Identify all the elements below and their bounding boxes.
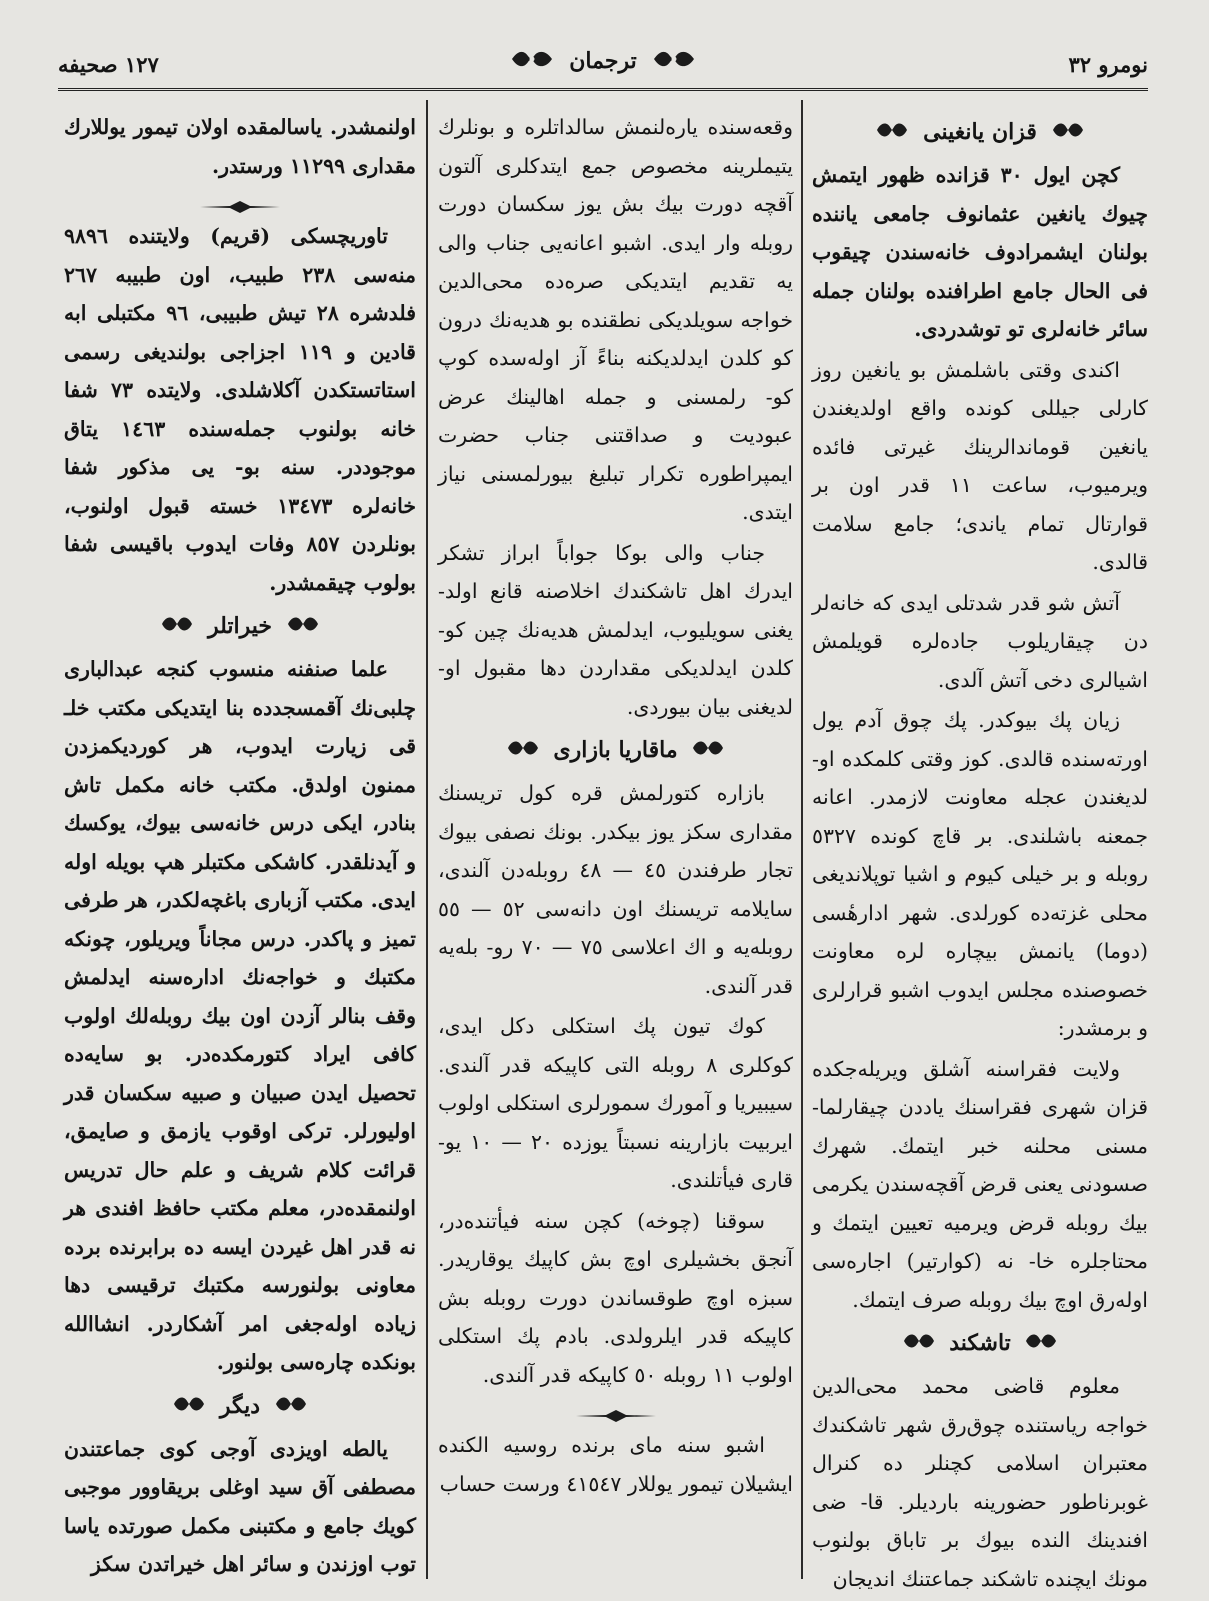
page-number: ١٢٧ صحيفه xyxy=(58,52,159,77)
section-heading xyxy=(438,728,793,772)
section-divider xyxy=(438,1396,793,1426)
page-header xyxy=(58,42,1148,92)
section-title: قزان یانغینی xyxy=(923,119,1037,145)
article-paragraph: اولنمشدر. یاسالمقده اولان تیمور یوللارك مقداری ١١٢٩٩ ورستدر. xyxy=(64,115,416,178)
ornament-icon xyxy=(1051,111,1085,155)
article-paragraph: زیان پك بیوکدر. پك چوق آدم یول اورته‌سنده قالدی. کوز وقتی کلمکده او- لدیغندن عجله معاونت لازمدر. اعانه جمعنه باشلندی. بر قاچ کونده ٥٣٢٧ روبله و بر خیلی کیوم و اشیا توپلاندیغی محلی غزته‌ده کورلدی. شهر ادارهٔسی (دوما) یانمش بیچاره لره معاونت خصوصنده مجلس ایدوب اشبو قرارلری و برمشدر: xyxy=(812,708,1148,1040)
ornament-icon xyxy=(160,605,194,649)
article-paragraph: کچن ایول ٣٠ قزانده ظهور ایتمش چیوك یانغین عثمانوف جامعی یاننده بولنان ایشمرادوف خانه‌سندن چیقوب فی الحال جامع اطرافنده بولنان جمله سائر خانه‌لری تو توشدردی. xyxy=(812,163,1148,341)
ornament-icon xyxy=(510,48,554,76)
article-paragraph: معلوم قاضی محمد محی‌الدین خواجه ریاستنده چوق‌رق شهر تاشکندك معتبران اسلامی کچنلر ده کنرال غوبرناطور حضورینه باردیلر. قا- ضی افندینك النده بیوك بر تاباق بولنوب مونك ایچنده تاشکند جماعتنك اندیجان xyxy=(812,1374,1148,1591)
section-title: تاشکند xyxy=(949,1330,1011,1356)
section-heading xyxy=(812,110,1148,154)
left-column xyxy=(64,108,417,1576)
section-title: دیگر xyxy=(219,1392,261,1419)
ornament-icon xyxy=(902,1322,936,1366)
ornament-icon xyxy=(286,605,320,649)
ornament-icon xyxy=(875,111,909,155)
column-divider xyxy=(801,100,803,1579)
ornament-icon xyxy=(1024,1322,1058,1366)
ornament-icon xyxy=(652,48,696,76)
article-paragraph: علما صنفنه منسوب کنجه عبدالباری چلبی‌نك آقمسجدده بنا ایتدیکی مکتب خلـ قی زیارت ایدوب، هر کوردیکمزدن ممنون اولدق. مکتب خانه مکمل تاش بنادر، ایکی درس خانه‌سی بیوك، یوکسك و آیدنلقدر. کاشکی مکتبلر هپ بویله اوله ایدی. مکتب آزباری باغچه‌لکدر، هر طرفی تمیز و پاکدر. درس مجاناً ویریلور، چونکه مکتبك و خواجه‌نك اداره‌سنه ایدلمش وقف بنالر آزدن اون بیك روبله‌لك اولوب کافی ایراد کتورمکده‌در. بو سایه‌ده تحصیل ایدن صبیان و صبیه سکسان قدر اولیورلر. ترکی اوقوب یازمق و صایمق، قرائت کلام شریف و علم حال تدریس اولنمقده‌در، معلم مکتب حافظ افندی هر نه قدر اهل غیردن ایسه ده برابرنده برده معاونی بولنورسه مکتبك ترقیسی دها زیاده اوله‌جغی امر آشکاردر. انشاالله بونکده چاره‌سی بولنور. xyxy=(64,657,416,1374)
ornament-icon xyxy=(691,729,725,773)
section-heading xyxy=(64,604,416,648)
masthead xyxy=(58,48,1148,76)
article-paragraph: وقعه‌سنده یاره‌لنمش سالداتلره و بونلرك یتیملرینه مخصوص جمع ایتدکلری آلتون آقچه دورت بیك بش یوز سکسان دورت روبله وار ایدی. اشبو اعانه‌یی جناب والی یه تقدیم ایتدیکی صره‌ده محی‌الدین خواجه سویلدیکی نطقنده بو هدیه‌نك درون کو کلدن ایدلدیکنه بناءً آز اوله‌سده کوپ کو- رلمسنی و جمله اهالینك عرض عبودیت و صداقتنی جناب حضرت ایمپراطوره تکرار تبلیغ بیورلمسنی نیاز ایتدی. xyxy=(438,115,793,524)
article-paragraph: تاوریچسکی (قریم) ولایتنده ٩٨٩٦ منه‌سی ٢٣٨ طبیب، اون طبیبه ٢٦٧ فلدشره ٢٨ تیش طبیبی، ٩٦ مکتبلی ابه قادین و ١١٩ اجزاجی بولندیغی رسمی استاتستکدن آکلاشلدی. ولایتده ٧٣ شفا خانه بولنوب جمله‌سنده ١٤٦٣ یتاق موجوددر. سنه بو- یی مذکور شفا خانه‌لره ١٣٤٧٣ خسته قبول اولنوب، بونلردن ٨٥٧ وفات ایدوب باقیسی شفا بولوب چیقمشدر. xyxy=(64,224,417,595)
right-column xyxy=(812,108,1148,1591)
article-paragraph: اکندی وقتی باشلمش بو یانغین روز کارلی جیللی کونده واقع اولدیغندن یانغین قوماندالرینك غیرتی فائده ویرمیوب، ساعت ١١ قدر اون بر قوارتال تمام یاندی؛ جامع سلامت قالدی. xyxy=(812,357,1148,574)
ornament-icon xyxy=(172,1385,206,1429)
article-paragraph: ولایت فقراسنه آشلق ویریله‌جکده قزان شهری فقراسنك یاددن چیقارلما- مسنی محلنه خبر ایتمك. شهرك صسودنی یعنی قرض آقچه‌سندن یکرمی بیك روبله قرض ویرمیه تعیین ایتمك و محتاجلره خا- نه (کوارتیر) اجاره‌سی اوله‌رق اوچ بیك روبله صرف ایتمك. xyxy=(812,1056,1148,1312)
article-paragraph: یالطه اویزدی آوجی کوی جماعتندن مصطفی آق سید اوغلی بریقاوور موجبی کویك جامع و مکتبنی مکمل صورتده یاسا توب اوزندن و سائر اهل خیراتدن سکز xyxy=(64,1436,416,1576)
article-paragraph: بازاره کتورلمش قره کول تریسنك مقداری سکز یوز بیکدر. بونك نصفی بیوك تجار طرفندن ٤٥ — ٤٨ روبله‌دن آلندی، سایلامه تریسنك اون دانه‌سی ٥٢ — ٥٥ روبله‌یه و اك اعلاسی ٧٥ — ٧٠ رو- بله‌یه قدر آلندی. xyxy=(438,781,793,998)
article-paragraph: جناب والی بوکا جواباً ابراز تشکر ایدرك اهل تاشکندك اخلاصنه قانع اولد- یغنی سویلیوب، ایدلمش هدیه‌نك چین کو- کلدن ایدلدیکی مقداردن دها مقبول او- لدیغنی بیان بیوردی. xyxy=(438,540,793,719)
column-divider xyxy=(426,100,428,1579)
newspaper-title: ترجمان xyxy=(569,48,637,74)
article-paragraph: اشبو سنه مای برنده روسیه الکنده ایشیلان تیمور یوللار ٤١٥٤٧ ورست حساب xyxy=(438,1433,793,1496)
article-paragraph: سوقنا (چوخه) کچن سنه فیأتنده‌در، آنجق بخشیلری اوچ بش کاپیك یوقاریدر. سبزه اوچ طوقساندن دورت روبله بش کاپیکه قدر ایلرولدی. بادم پك استکلی اولوب ١١ روبله ٥٠ کاپیکه قدر آلندی. xyxy=(438,1208,793,1387)
section-divider xyxy=(64,187,416,217)
header-rule xyxy=(58,88,1148,91)
section-title: خیراتلر xyxy=(207,613,273,639)
article-paragraph: کوك تیون پك استکلی دکل ایدی، کوکلری ٨ روبله التی کاپیکه قدر آلندی. سیبیریا و آمورك سمورلری استکلی اولوب ایربیت بازارینه نسبتاً یوزده ٢٠ — ١٠ یو- قاری فیأتلندی. xyxy=(438,1014,793,1192)
ornament-icon xyxy=(274,1385,308,1429)
article-paragraph: آتش شو قدر شدتلی ایدی که خانه‌لر دن چیقاریلوب جاده‌لره قویلمش اشیالری دخی آتش آلدی. xyxy=(812,590,1148,692)
section-heading xyxy=(812,1321,1148,1365)
middle-column xyxy=(438,108,793,1573)
issue-number: نومرو ٣٢ xyxy=(1068,52,1148,77)
section-heading xyxy=(64,1384,416,1428)
ornament-icon xyxy=(506,729,540,773)
section-title: ماقاریا بازاری xyxy=(553,737,678,763)
